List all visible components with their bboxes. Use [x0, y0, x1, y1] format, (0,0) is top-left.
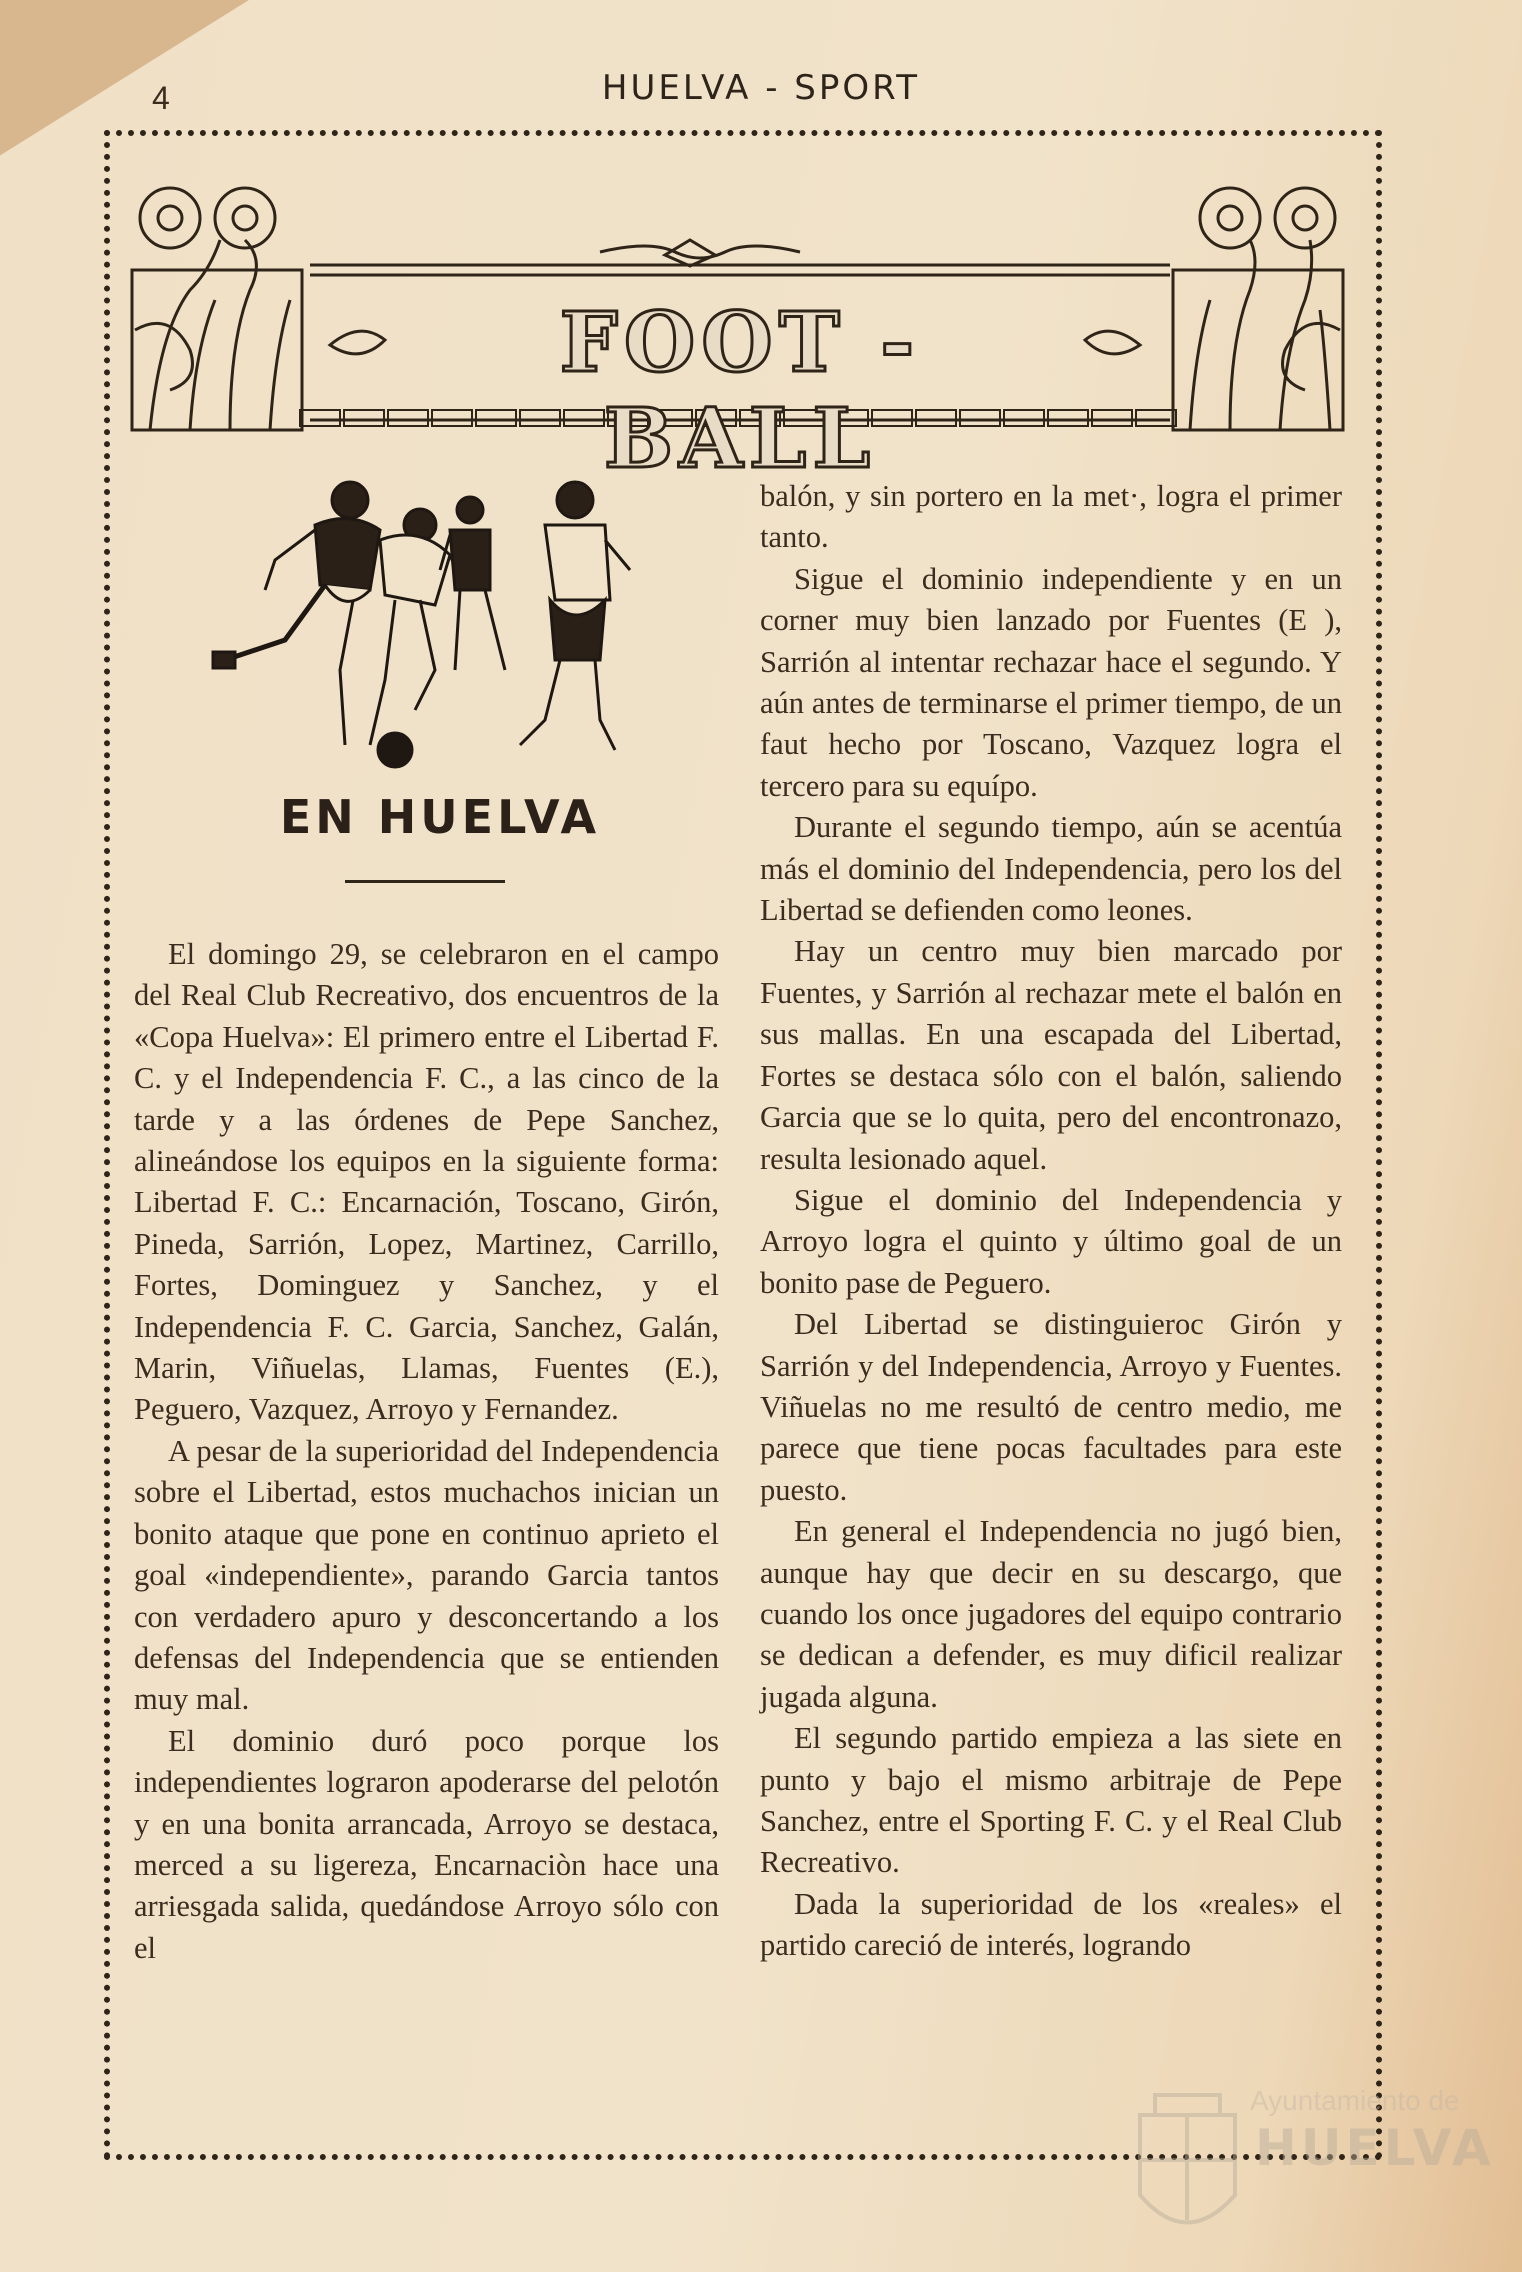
- page-number: 4: [152, 80, 170, 116]
- article-subtitle: EN HUELVA: [279, 790, 601, 844]
- left-paragraph-1: El domingo 29, se celebraron en el campo del Real Club Recreativo, dos encuentros de la «Copa Huelva»: El primero entre el Libertad F. C. y el Independencia F. C., a las cinco de la tarde y a las órdenes de Pepe Sanchez, alineándose los equipos en la siguiente forma: Libertad F. C.: Encarnación, Toscano, Girón, Pineda, Sarrión, Lopez, Martinez, Carrillo, Fortes, Dominguez y Sanchez, y el Independencia F. C. Garcia, Sanchez, Galán, Marin, Viñuelas, Llamas, Fuentes (E.), Peguero, Vazquez, Arroyo y Fernandez.: [134, 937, 719, 1427]
- players-drawing: [205, 470, 645, 770]
- article-left-column: [134, 934, 719, 1969]
- right-paragraph-8: El segundo partido empieza a las siete en punto y bajo el mismo arbitraje de Pepe Sanchez, entre el Sporting F. C. y el Real Club Recreativo.: [760, 1721, 1342, 1880]
- page-header: [0, 62, 1522, 122]
- article-right-column: [760, 476, 1342, 1967]
- right-paragraph-4: Hay un centro muy bien marcado por Fuentes, y Sarrión al rechazar mete el balón en sus mallas. En una escapada del Libertad, Fortes se destaca sólo con el balón, saliendo Garcia que se lo quita, pero del encontronazo, resulta lesionado aquel.: [760, 934, 1342, 1176]
- left-paragraph-2: A pesar de la superioridad del Independencia sobre el Libertad, estos muchachos inician un bonito ataque que pone en continuo aprieto el goal «independiente», parando Garcia tantos con verdadero apuro y desconcertando a los defensas del Independencia que se entienden muy mal.: [134, 1433, 719, 1717]
- running-title: HUELVA - SPORT: [601, 68, 921, 108]
- subtitle-divider: [345, 880, 505, 883]
- right-paragraph-6: Del Libertad se distinguieroc Girón y Sarrión y del Independencia, Arroyo y Fuentes. Viñuelas no me resultó de centro medio, me parece que tiene pocas facultades para este puesto.: [760, 1307, 1342, 1507]
- right-paragraph-1: balón, y sin portero en la met·, logra el primer tanto.: [760, 479, 1342, 555]
- right-paragraph-2: Sigue el dominio independiente y en un corner muy bien lanzado por Fuentes (E ), Sarrión al intentar rechazar hace el segundo. Y aún antes de terminarse el primer tiempo, de un faut hecho por Toscano, Vazquez logra el tercero para su equípo.: [760, 561, 1342, 803]
- football-players-illustration: [205, 470, 645, 770]
- right-paragraph-3: Durante el segundo tiempo, aún se acentúa más el dominio del Independencia, pero los del Libertad se defienden como leones.: [760, 810, 1342, 928]
- foot-ball-banner: [130, 180, 1345, 487]
- right-paragraph-7: En general el Independencia no jugó bien, aunque hay que decir en su descargo, que cuando los once jugadores del equipo contrario se dedican a defender, es muy dificil realizar jugada alguna.: [760, 1514, 1342, 1714]
- watermark-line-2: HUELVA: [1255, 2119, 1495, 2177]
- coat-of-arms-icon: [1130, 2085, 1245, 2255]
- left-paragraph-3: El dominio duró poco porque los independientes lograron apoderarse del pelotón y en una bonita arrancada, Arroyo se destaca, merced a su ligereza, Encarnaciòn hace una arriesgada salida, quedándose Arroyo sólo con el: [134, 1723, 719, 1965]
- banner-title: FOOT - BALL: [559, 295, 921, 487]
- archive-watermark: [1130, 2085, 1495, 2265]
- right-paragraph-5: Sigue el dominio del Independencia y Arroyo logra el quinto y último goal de un bonito pase de Peguero.: [760, 1182, 1342, 1300]
- right-paragraph-9: Dada la superioridad de los «reales» el partido careció de interés, logrando: [760, 1886, 1342, 1963]
- watermark-line-1: Ayuntamiento de: [1250, 2085, 1460, 2116]
